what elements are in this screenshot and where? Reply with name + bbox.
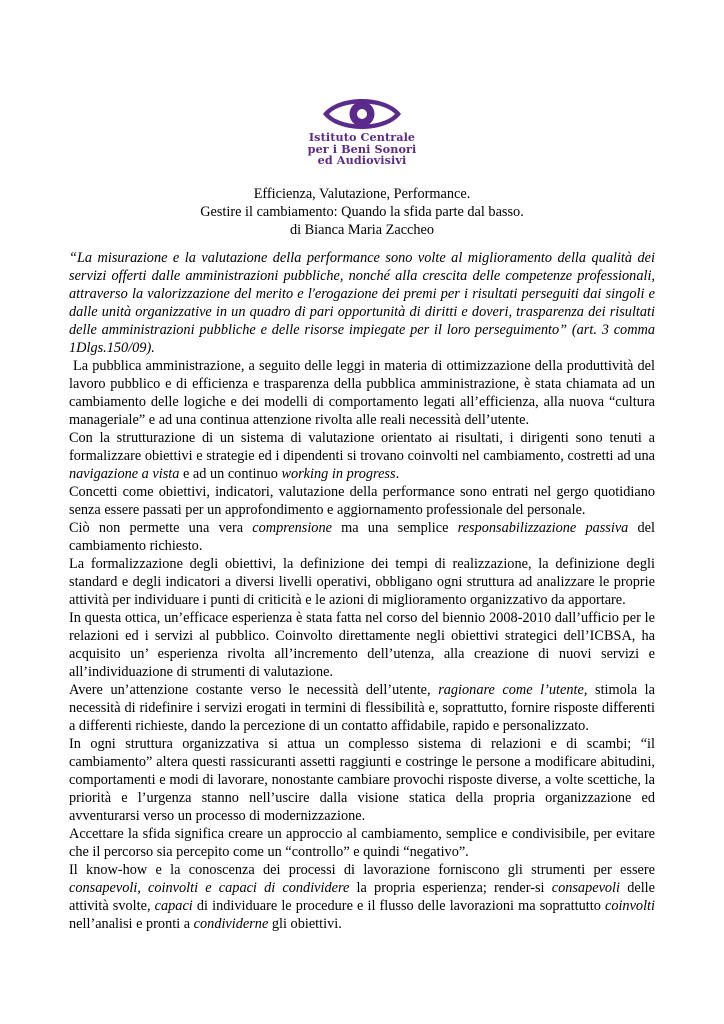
- institute-logo: [300, 96, 424, 167]
- paragraph-2-text-c: .: [395, 466, 400, 482]
- eye-emblem-icon: [320, 96, 404, 132]
- opening-quote: “La misurazione e la valutazione della performance sono volte al miglioramento della qualità dei servizi offerti dalle amministrazioni pubbliche, nonché alla crescita delle competenze professionali, attraverso la valorizzazione del merito e l'erogazione dei premi per i risultati perseguiti dai singoli e dalle unità organizzative in un quadro di pari opportunità di diritti e doveri, trasparenza dei risultati delle amministrazioni pubbliche e delle risorse impiegate per il loro perseguimento” (art. 3 comma 1Dlgs.150/09).: [69, 250, 655, 356]
- paragraph-7-text-a: Avere un’attenzione costante verso le necessità dell’utente,: [69, 682, 439, 698]
- document-title: Efficienza, Valutazione, Performance.: [253, 186, 471, 202]
- paragraph-7-emphasis-a: ragionare come l’utente,: [438, 682, 588, 698]
- paragraph-3: Concetti come obiettivi, indicatori, valutazione della performance sono entrati nel gergo quotidiano senza essere passati per un approfondimento e aggiornamento professionale del personale.: [69, 484, 655, 518]
- logo-line-3: ed Audiovisivi: [317, 153, 407, 167]
- paragraph-8: In ogni struttura organizzativa si attua un complesso sistema di relazioni e di scambi; “il cambiamento” altera questi rassicuranti assetti raggiunti e costringe le persone a modificare abitudini, comportamenti e modi di lavorare, nonostante cambiare provochi risposte diverse, a volte scettiche, la priorità e l’urgenza stanno nell’uscire dalla visione statica della propria organizzazione ed avventurarsi verso un processo di modernizzazione.: [69, 736, 655, 824]
- document-subtitle: Gestire il cambiamento: Quando la sfida parte dal basso.: [200, 204, 524, 220]
- paragraph-2: [69, 429, 655, 483]
- paragraph-10-emphasis-c: capaci: [154, 898, 193, 914]
- paragraph-10: [69, 861, 655, 933]
- paragraph-2-emphasis-a: navigazione a vista: [69, 466, 180, 482]
- paragraph-4-emphasis-b: responsabilizzazione passiva: [457, 520, 629, 536]
- paragraph-4: [69, 519, 655, 555]
- paragraph-2-text-a: Con la strutturazione di un sistema di valutazione orientato ai risultati, i dirigenti sono tenuti a formalizzare obiettivi e strategie ed i dipendenti si trovano coinvolti nel cambiamento, costretti ad una: [69, 430, 655, 464]
- paragraph-7: [69, 681, 655, 735]
- logo-line-2: per i Beni Sonori: [307, 141, 417, 156]
- paragraph-10-text-d: di individuare le procedure e il flusso delle lavorazioni ma soprattutto: [192, 898, 605, 914]
- paragraph-10-text-a: Il know-how e la conoscenza dei processi di lavorazione forniscono gli strumenti per essere: [69, 862, 655, 878]
- paragraph-2-text-b: e ad un continuo: [179, 466, 282, 482]
- logo-line-1: Istituto Centrale: [308, 130, 416, 144]
- paragraph-10-emphasis-a: consapevoli, coinvolti e capaci di condividere: [69, 880, 350, 896]
- paragraph-4-emphasis-a: comprensione: [252, 520, 332, 536]
- document-body: [69, 249, 655, 933]
- paragraph-4-text-a: Ciò non permette una vera: [69, 520, 253, 536]
- paragraph-5: La formalizzazione degli obiettivi, la definizione dei tempi di realizzazione, la definizione degli standard e degli indicatori a diversi livelli operativi, obbligano ogni struttura ad analizzare le proprie attività per individuare i punti di criticità e le azioni di miglioramento organizzativo da apportare.: [69, 556, 655, 608]
- paragraph-10-text-c: delle attività svolte,: [69, 880, 655, 914]
- document-author: di Bianca Maria Zaccheo: [289, 222, 435, 238]
- paragraph-10-text-f: gli obiettivi.: [268, 916, 342, 932]
- paragraph-7-text-b: stimola la necessità di ridefinire i servizi erogati in termini di flessibilità e, soprattutto, fornire risposte differenti a differenti richieste, dando la percezione di un contatto affidabile, rapido e personalizzato.: [69, 682, 656, 734]
- paragraph-10-text-b: la propria esperienza; render-si: [349, 880, 552, 896]
- paragraph-4-text-b: ma una semplice: [331, 520, 458, 536]
- paragraph-4-text-c: del cambiamento richiesto.: [69, 520, 655, 554]
- document-header: [0, 185, 724, 239]
- paragraph-9: Accettare la sfida significa creare un approccio al cambiamento, semplice e condivisibile, per evitare che il percorso sia percepito come un “controllo” e quindi “negativo”.: [69, 826, 655, 860]
- paragraph-10-emphasis-b: consapevoli: [551, 880, 621, 896]
- paragraph-10-emphasis-e: condividerne: [193, 916, 269, 932]
- paragraph-10-text-e: nell’analisi e pronti a: [69, 916, 194, 932]
- paragraph-6: In questa ottica, un’efficace esperienza è stata fatta nel corso del biennio 2008-2010 dall’ufficio per le relazioni ed i servizi al pubblico. Coinvolto direttamente negli obiettivi strategici dell’ICBSA, ha acquisito un’ esperienza rivolta all’incremento dell’utenza, alla creazione di nuovi servizi e all’individuazione di strumenti di valutazione.: [69, 610, 655, 680]
- paragraph-2-emphasis-b: working in progress: [281, 466, 396, 482]
- paragraph-10-emphasis-d: coinvolti: [604, 898, 655, 914]
- paragraph-1: La pubblica amministrazione, a seguito delle leggi in materia di ottimizzazione della produttività del lavoro pubblico e di efficienza e trasparenza della pubblica amministrazione, è stata chiamata ad un cambiamento delle logiche e dei modelli di comportamento legati all’efficienza, alla nuova “cultura manageriale” e ad una continua attenzione rivolta alle reali necessità dell’utente.: [69, 358, 655, 428]
